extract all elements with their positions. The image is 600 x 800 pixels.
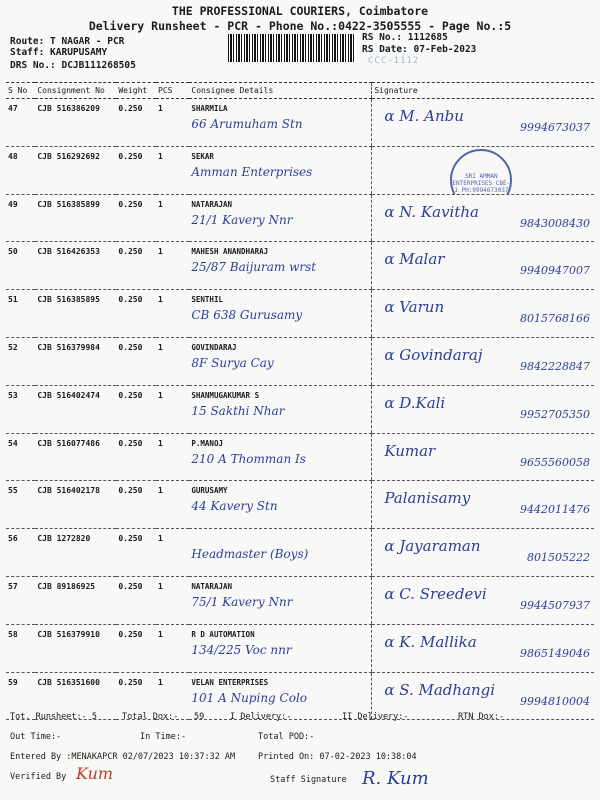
- row-weight: [116, 576, 156, 624]
- row-weight: [116, 481, 156, 529]
- row-consignee: [189, 624, 371, 672]
- row-sno-text: 51: [8, 295, 18, 305]
- consignee-name: MAHESH ANANDHARAJ: [191, 247, 269, 257]
- row-pcs-text: 1: [158, 486, 163, 496]
- receiver-signature: α D.Kali: [384, 393, 446, 412]
- col-signature: Signature: [372, 83, 594, 99]
- row-signature: [372, 624, 594, 672]
- row-consignee: [189, 529, 371, 577]
- receiver-phone: 9994810004: [520, 694, 590, 708]
- consignee-name: GOVINDARAJ: [191, 342, 237, 352]
- row-pcs-text: 1: [158, 247, 163, 257]
- table-row: [6, 242, 594, 290]
- row-consignment: [35, 337, 116, 385]
- row-weight-text: 0.250: [118, 581, 143, 591]
- consignee-name: SHARMILA: [191, 104, 228, 113]
- row-consignee: [189, 194, 371, 242]
- row-weight: [116, 385, 156, 433]
- row-pcs: [156, 576, 189, 624]
- receiver-phone: 801505222: [527, 551, 590, 565]
- table-header-row: [6, 83, 594, 99]
- out-time: Out Time:-: [10, 732, 62, 742]
- row-pcs-text: 1: [158, 629, 163, 639]
- consignee-address-handwritten: 25/87 Baijuram wrst: [191, 260, 317, 275]
- row-consignee: [189, 290, 371, 338]
- consignee-address-handwritten: 134/225 Voc nnr: [191, 642, 292, 657]
- row-consignment-text: CJB 516402178: [37, 486, 100, 496]
- receiver-signature: α K. Mallika: [384, 632, 477, 651]
- row-consignee: [189, 242, 371, 290]
- row-consignment: [35, 481, 116, 529]
- row-pcs-text: 1: [158, 342, 163, 352]
- row-weight: [116, 99, 156, 147]
- row-sno-text: 56: [8, 534, 18, 544]
- consignee-address-handwritten: 210 A Thomman Is: [191, 451, 306, 466]
- row-pcs-text: 1: [158, 534, 163, 544]
- row-pcs-text: 1: [158, 104, 163, 113]
- receiver-signature: α Varun: [384, 298, 445, 317]
- row-consignee: [189, 99, 371, 147]
- row-consignment-text: CJB 516379910: [37, 629, 100, 639]
- receiver-phone: 9940947007: [520, 264, 590, 278]
- consignee-name: GURUSAMY: [191, 486, 228, 496]
- rtn-dox: RTN Dox:-: [458, 712, 505, 722]
- row-consignment-text: CJB 516077486: [37, 438, 100, 448]
- row-sno: [6, 529, 35, 577]
- table-row: [6, 146, 594, 194]
- faint-stamp: CCC-1112: [368, 56, 420, 66]
- drs-number: DRS No.: DCJB111268505: [10, 60, 136, 71]
- row-consignment: [35, 433, 116, 481]
- receiver-phone: 8015768166: [520, 312, 590, 326]
- row-consignment-text: CJB 516292692: [37, 151, 100, 161]
- row-sno: [6, 337, 35, 385]
- row-consignee: [189, 385, 371, 433]
- col-consignee: Consignee Details: [189, 83, 371, 99]
- col-sno: S No: [6, 83, 35, 99]
- row-consignment-text: CJB 516385895: [37, 295, 100, 305]
- entered-by: Entered By :MENAKAPCR 02/07/2023 10:37:32 AM: [10, 752, 236, 762]
- row-consignment-text: CJB 516351600: [37, 677, 100, 687]
- row-sno: [6, 481, 35, 529]
- col-pcs: PCS: [156, 83, 189, 99]
- row-signature: [372, 99, 594, 147]
- table-row: [6, 624, 594, 672]
- staff-signature: R. Kum: [362, 768, 429, 789]
- row-sno: [6, 99, 35, 147]
- row-pcs-text: 1: [158, 390, 163, 400]
- row-signature: [372, 576, 594, 624]
- table-row: [6, 99, 594, 147]
- consignee-name: SEKAR: [191, 151, 214, 161]
- row-consignment: [35, 290, 116, 338]
- consignee-name: SENTHIL: [191, 295, 223, 305]
- consignee-name: SHANMUGAKUMAR S: [191, 390, 260, 400]
- receiver-signature: Kumar: [384, 441, 436, 460]
- col-weight: Weight: [116, 83, 156, 99]
- consignee-address-handwritten: 8F Surya Cay: [191, 355, 274, 370]
- row-sno-text: 57: [8, 581, 18, 591]
- consignee-address-handwritten: Headmaster (Boys): [191, 547, 309, 562]
- barcode: [228, 34, 356, 62]
- table-row: [6, 481, 594, 529]
- consignee-name: P.MANOJ: [191, 438, 223, 448]
- consignee-address-handwritten: Amman Enterprises: [191, 164, 313, 179]
- printed-on: Printed On: 07-02-2023 10:38:04: [258, 752, 417, 762]
- row-pcs: [156, 337, 189, 385]
- row-pcs-text: 1: [158, 151, 163, 161]
- receiver-signature: α S. Madhangi: [384, 680, 496, 699]
- receiver-signature: α Jayaraman: [384, 537, 481, 556]
- row-weight-text: 0.250: [118, 677, 143, 687]
- row-consignee: [189, 337, 371, 385]
- table-row: [6, 385, 594, 433]
- receiver-phone: 9842228847: [520, 359, 590, 373]
- row-signature: [372, 433, 594, 481]
- receiver-signature: Palanisamy: [384, 489, 471, 508]
- row-sno-text: 54: [8, 438, 18, 448]
- row-consignment: [35, 146, 116, 194]
- consignee-name: R D AUTOMATION: [191, 629, 255, 639]
- receiver-phone: 9442011476: [520, 503, 590, 517]
- consignee-address-handwritten: 21/1 Kavery Nnr: [191, 212, 293, 227]
- row-consignment: [35, 576, 116, 624]
- row-signature: [372, 290, 594, 338]
- receiver-phone: 9655560058: [520, 455, 590, 469]
- receiver-phone: 9944507937: [520, 598, 590, 612]
- row-signature: [372, 529, 594, 577]
- table-row: [6, 529, 594, 577]
- consignee-address-handwritten: 75/1 Kavery Nnr: [191, 594, 293, 609]
- row-consignment: [35, 99, 116, 147]
- row-sno-text: 50: [8, 247, 18, 257]
- table-row: [6, 576, 594, 624]
- row-weight: [116, 242, 156, 290]
- rs-number: RS No.: 1112685: [362, 32, 448, 43]
- row-weight: [116, 146, 156, 194]
- row-pcs: [156, 481, 189, 529]
- row-weight-text: 0.250: [118, 104, 143, 113]
- row-sno: [6, 576, 35, 624]
- receiver-signature: α M. Anbu: [384, 107, 464, 125]
- row-pcs-text: 1: [158, 438, 163, 448]
- row-consignment: [35, 242, 116, 290]
- row-pcs-text: 1: [158, 295, 163, 305]
- receiver-signature: α Govindaraj: [384, 345, 483, 364]
- row-consignment-text: CJB 516426353: [37, 247, 100, 257]
- row-sno: [6, 290, 35, 338]
- receiver-phone: 9994673037: [520, 121, 590, 134]
- row-consignment: [35, 194, 116, 242]
- ii-delivery: II Delivery:-: [342, 712, 409, 722]
- row-consignment-text: CJB 89186925: [37, 581, 96, 591]
- row-consignee: [189, 481, 371, 529]
- consignee-name: NATARAJAN: [191, 581, 233, 591]
- route-label: Route: T NAGAR - PCR: [10, 36, 125, 47]
- row-weight: [116, 194, 156, 242]
- row-weight: [116, 624, 156, 672]
- staff-signature-label: Staff Signature: [270, 775, 347, 785]
- row-signature: [372, 194, 594, 242]
- row-signature: [372, 337, 594, 385]
- row-weight: [116, 529, 156, 577]
- row-weight-text: 0.250: [118, 342, 143, 352]
- row-sno-text: 58: [8, 629, 18, 639]
- row-consignment-text: CJB 516402474: [37, 390, 100, 400]
- row-weight: [116, 337, 156, 385]
- row-consignment-text: CJB 516379984: [37, 342, 100, 352]
- consignee-address-handwritten: CB 638 Gurusamy: [191, 308, 303, 323]
- row-pcs: [156, 194, 189, 242]
- runsheet-table: [6, 82, 594, 720]
- row-pcs: [156, 385, 189, 433]
- row-weight-text: 0.250: [118, 247, 143, 257]
- row-sno: [6, 624, 35, 672]
- row-weight: [116, 290, 156, 338]
- table-row: [6, 337, 594, 385]
- col-consignment: Consignment No: [35, 83, 116, 99]
- total-pod: Total POD:-: [258, 732, 315, 742]
- row-consignee: [189, 146, 371, 194]
- row-pcs-text: 1: [158, 677, 163, 687]
- row-sno-text: 55: [8, 486, 18, 496]
- company-stamp: SRI AMMAN ENTERPRISES CBE-1 PH:9994673037: [450, 149, 512, 194]
- rs-date: RS Date: 07-Feb-2023: [362, 44, 477, 55]
- row-signature: [372, 146, 594, 194]
- row-sno-text: 53: [8, 390, 18, 400]
- receiver-phone: 9952705350: [520, 407, 590, 421]
- row-pcs: [156, 242, 189, 290]
- consignee-address-handwritten: 66 Arumuham Stn: [191, 117, 303, 131]
- receiver-signature: α N. Kavitha: [384, 202, 479, 221]
- row-weight-text: 0.250: [118, 629, 143, 639]
- verified-signature: Kum: [76, 764, 114, 783]
- row-pcs: [156, 433, 189, 481]
- row-sno-text: 49: [8, 199, 18, 209]
- row-consignee: [189, 576, 371, 624]
- row-pcs: [156, 529, 189, 577]
- row-weight-text: 0.250: [118, 151, 143, 161]
- row-consignment: [35, 385, 116, 433]
- row-sno-text: 48: [8, 151, 18, 161]
- row-pcs: [156, 290, 189, 338]
- consignee-name: NATARAJAN: [191, 199, 233, 209]
- row-pcs: [156, 99, 189, 147]
- total-dox-value: 59: [194, 712, 205, 722]
- consignee-address-handwritten: 15 Sakthi Nhar: [191, 403, 285, 418]
- row-weight-text: 0.250: [118, 486, 143, 496]
- row-consignment: [35, 529, 116, 577]
- row-consignment-text: CJB 1272820: [37, 534, 91, 544]
- row-consignee: [189, 433, 371, 481]
- row-pcs: [156, 624, 189, 672]
- row-pcs-text: 1: [158, 199, 163, 209]
- row-weight-text: 0.250: [118, 199, 143, 209]
- receiver-signature: α C. Sreedevi: [384, 584, 487, 603]
- row-consignment: [35, 624, 116, 672]
- i-delivery: I Delivery:-: [230, 712, 292, 722]
- row-weight: [116, 433, 156, 481]
- company-title: THE PROFESSIONAL COURIERS, Coimbatore: [171, 4, 429, 18]
- row-signature: [372, 385, 594, 433]
- row-pcs-text: 1: [158, 581, 163, 591]
- consignee-address-handwritten: 44 Kavery Stn: [191, 499, 278, 514]
- table-row: [6, 194, 594, 242]
- row-sno: [6, 146, 35, 194]
- staff-label: Staff: KARUPUSAMY: [10, 47, 108, 58]
- row-sno-text: 52: [8, 342, 18, 352]
- row-consignment-text: CJB 516386209: [37, 104, 100, 113]
- row-weight-text: 0.250: [118, 295, 143, 305]
- total-dox-label: Total Dox:-: [122, 712, 179, 722]
- row-sno: [6, 194, 35, 242]
- row-signature: [372, 481, 594, 529]
- row-signature: [372, 242, 594, 290]
- row-sno-text: 59: [8, 677, 18, 687]
- row-sno: [6, 242, 35, 290]
- row-weight-text: 0.250: [118, 534, 143, 544]
- in-time: In Time:-: [140, 732, 187, 742]
- row-weight-text: 0.250: [118, 438, 143, 448]
- verified-by: Verified By: [10, 772, 67, 782]
- row-pcs: [156, 146, 189, 194]
- runsheet-subtitle: Delivery Runsheet - PCR - Phone No.:0422-3505555 - Page No.:5: [88, 19, 512, 33]
- row-weight-text: 0.250: [118, 390, 143, 400]
- receiver-phone: 9865149046: [520, 646, 590, 660]
- consignee-name: VELAN ENTERPRISES: [191, 677, 269, 687]
- row-sno-text: 47: [8, 104, 18, 113]
- row-sno: [6, 385, 35, 433]
- table-row: [6, 433, 594, 481]
- receiver-signature: α Malar: [384, 250, 445, 269]
- table-row: [6, 290, 594, 338]
- consignee-address-handwritten: 101 A Nuping Colo: [191, 690, 308, 705]
- receiver-phone: 9843008430: [520, 216, 590, 230]
- tot-runsheet: Tot. Runsheet:- 5: [10, 712, 97, 722]
- row-consignment-text: CJB 516385899: [37, 199, 100, 209]
- row-sno: [6, 433, 35, 481]
